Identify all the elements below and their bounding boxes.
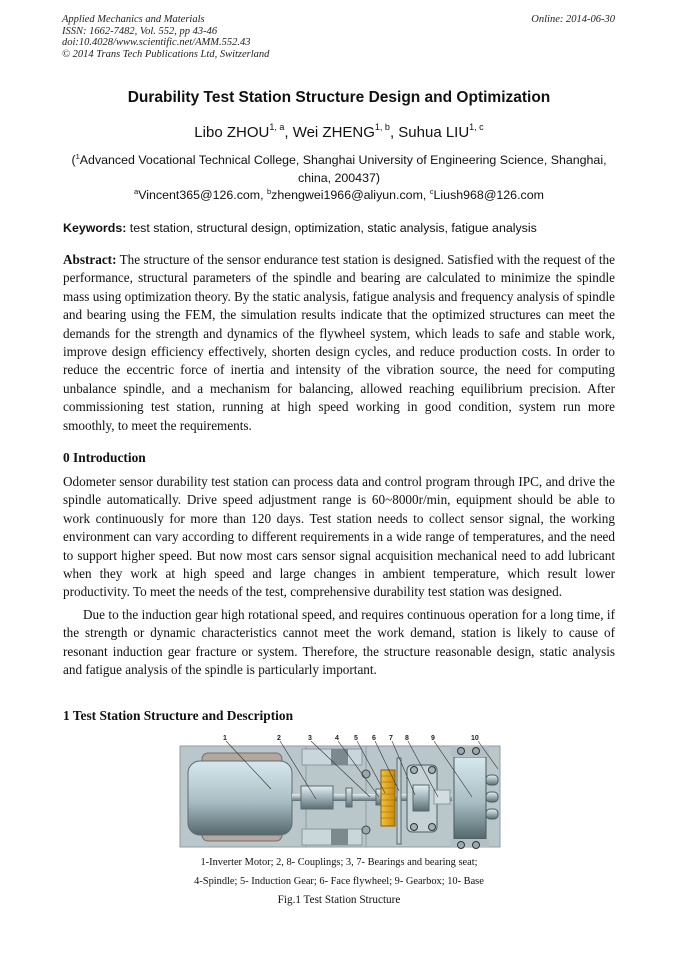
author-name: Libo ZHOU bbox=[194, 124, 270, 141]
section-heading: 1 Test Station Structure and Description bbox=[63, 708, 294, 723]
figure-legend-line: 4-Spindle; 5- Induction Gear; 6- Face flywheel; 9- Gearbox; 10- Base bbox=[194, 876, 484, 887]
author-name: Wei ZHENG bbox=[292, 124, 375, 141]
email-sup: b bbox=[267, 187, 272, 196]
keywords-text: test station, structural design, optimization, static analysis, fatigue analysis bbox=[126, 221, 537, 235]
figure-legend-line: 1-Inverter Motor; 2, 8- Couplings; 3, 7- Bearings and bearing seat; bbox=[200, 857, 478, 868]
base-connector bbox=[486, 792, 498, 802]
author-emails: $^a$Vincent365@126.com, $^b$zhengwei1966@aliyun.com, $^c$Liush968@126.com bbox=[134, 187, 544, 202]
paragraph: Due to the induction gear high rotational speed, and requires continuous operation for a long time, if the strength or dynamic characteristics cannot meet the work demand, station is likely to cause of resonant induction gear fracture or system. Therefore, the structure reasonable design, static analysis and fatigue analysis of the spindle is particularly important. bbox=[63, 607, 615, 678]
journal-name: Applied Mechanics and Materials bbox=[62, 14, 205, 25]
coupling-8 bbox=[434, 790, 450, 804]
publication-info bbox=[62, 14, 269, 60]
author-affil-sup: 1, b bbox=[374, 122, 390, 132]
inverter-motor bbox=[188, 761, 292, 835]
section-heading: 0 Introduction bbox=[63, 450, 146, 465]
author-sep: , bbox=[284, 124, 293, 141]
author-affil-sup: 1, c bbox=[469, 122, 484, 132]
paper-title: Durability Test Station Structure Design and Optimization bbox=[127, 89, 551, 106]
base-connector bbox=[486, 809, 498, 819]
issn: ISSN: 1662-7482, Vol. 552, pp 43-46 bbox=[62, 25, 218, 37]
test-station-figure bbox=[176, 731, 502, 851]
callout-label: 8 bbox=[405, 735, 409, 742]
author-name: Suhua LIU bbox=[398, 124, 470, 141]
author-list bbox=[0, 124, 678, 141]
affil-sup: 1 bbox=[75, 152, 80, 161]
callout-label: 5 bbox=[354, 735, 358, 742]
email-link[interactable]: Liush968@126.com bbox=[433, 188, 544, 202]
keywords bbox=[63, 221, 623, 235]
keywords-label: Keywords: bbox=[63, 221, 127, 235]
callout-label: 1 bbox=[223, 735, 227, 742]
figure-caption: Fig.1 Test Station Structure bbox=[277, 894, 401, 906]
author-affil-sup: 1, a bbox=[269, 122, 285, 132]
callout-label: 6 bbox=[372, 735, 376, 742]
callout-label: 7 bbox=[389, 735, 393, 742]
paragraph: Odometer sensor durability test station can process data and control program through IPC, and drive the spindle automatically. Drive speed adjustment range is 60~8000r/min, equipment should be able to work continuously for more than 120 days. Test station needs to collect sensor signal, the working environment can vary according to different requirements in a wide range of temperatures, and the need to support higher speed. But now most cars sensor signal acquisition mechanical need to add lubricant when they work at high speed and large changes in ambient temperature, which result lower productivity. To meet the needs of the test, comprehensive durability test station was designed. bbox=[63, 474, 615, 600]
abstract bbox=[63, 251, 615, 435]
callout-label: 2 bbox=[277, 735, 281, 742]
affil-paren: ( bbox=[71, 153, 76, 167]
face-flywheel bbox=[397, 758, 401, 844]
email-link[interactable]: zhengwei1966@aliyun.com bbox=[271, 188, 423, 202]
gearbox bbox=[454, 757, 486, 839]
callout-label: 4 bbox=[335, 735, 339, 742]
base-connector bbox=[486, 775, 498, 785]
callout-label: 9 bbox=[431, 735, 435, 742]
copyright: © 2014 Trans Tech Publications Ltd, Switzerland bbox=[62, 48, 270, 60]
abstract-text: The structure of the sensor endurance test station is designed. Satisfied with the request of the performance, structural parameters of the spindle and bearing are calculated to minimize the spindle mass using optimization theory. By the static analysis, fatigue analysis and frequency analysis of spindle and bearing using the FEM, the simulation results indicate that the optimized structures can meet the demands for the strength and dynamics of the flywheel system, which leads to safe and stable work, improve design efficiency effectively, shorten design cycles, and reduce production costs. In order to reduce the eccentric force of inertia and intensity of the vibration source, the need for computing unbalance spindle, and a mechanism for balancing, allowed reaching equilibrium precision. After commissioning test station, running at high speed working in good condition, system run more smoothly, to meet the requirements. bbox=[63, 252, 615, 433]
email-sup: a bbox=[134, 187, 139, 196]
affil-text: Advanced Vocational Technical College, Shanghai University of Engineering Science, Shanghai, china, 200437) bbox=[79, 153, 607, 185]
email-sup: c bbox=[429, 187, 434, 196]
station-diagram bbox=[176, 731, 502, 851]
email-link[interactable]: Vincent365@126.com bbox=[138, 188, 261, 202]
affiliation bbox=[62, 151, 616, 187]
online-date: Online: 2014-06-30 bbox=[531, 14, 615, 25]
callout-label: 10 bbox=[471, 735, 479, 742]
doi: doi:10.4028/www.scientific.net/AMM.552.43 bbox=[62, 37, 251, 48]
callout-label: 3 bbox=[308, 735, 312, 742]
author-sep: , bbox=[389, 124, 399, 141]
coupling-2 bbox=[301, 786, 333, 809]
abstract-label: Abstract: bbox=[63, 252, 117, 267]
